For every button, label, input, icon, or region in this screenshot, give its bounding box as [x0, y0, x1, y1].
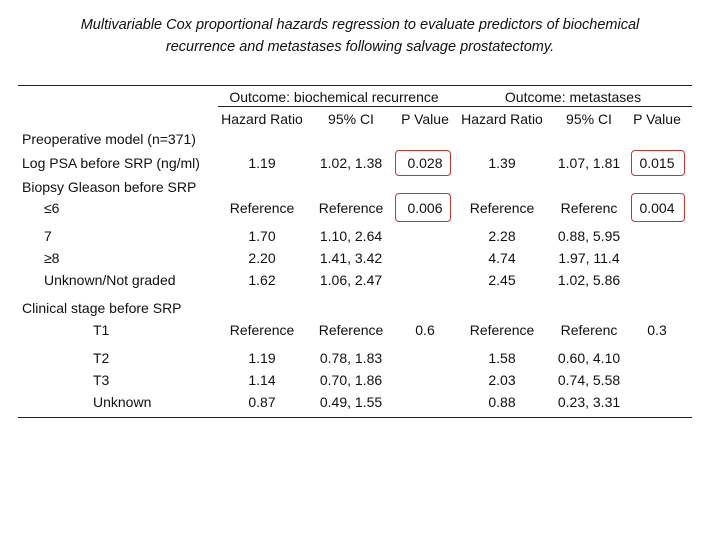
- row-t1-met-p: 0.3: [647, 322, 667, 338]
- row-tunk-bcr-hr: 0.87: [248, 394, 276, 410]
- row-gunk-bcr-ci: 1.06, 2.47: [319, 272, 383, 288]
- row-g6-bcr-hr: Reference: [229, 200, 295, 216]
- title-line-1: Multivariable Cox proportional hazards regression to evaluate predictors of biochemical: [80, 17, 640, 33]
- row-g7-label: 7: [44, 228, 52, 244]
- row-t3-bcr-hr: 1.14: [248, 372, 276, 388]
- row-t2-bcr-hr: 1.19: [248, 350, 276, 366]
- row-tunk-bcr-ci: 0.49, 1.55: [319, 394, 383, 410]
- col-bcr-p: P Value: [401, 111, 449, 127]
- header-outcome-met: Outcome: metastases: [504, 89, 642, 105]
- highlight-box-met-p-gleason: [631, 193, 685, 222]
- row-t2-label: T2: [93, 350, 110, 366]
- row-g6-bcr-ci: Reference: [318, 200, 384, 216]
- row-logpsa-met-hr: 1.39: [488, 155, 516, 171]
- row-g6-bcr-p: 0.006: [407, 200, 443, 216]
- highlight-box-bcr-p-gleason: [395, 193, 451, 222]
- table-title: [40, 14, 680, 58]
- row-gunk-label: Unknown/Not graded: [44, 272, 176, 288]
- highlight-box-bcr-p-logpsa: [395, 150, 451, 176]
- row-tunk-met-hr: 0.88: [488, 394, 516, 410]
- row-g8-label: ≥8: [44, 250, 60, 266]
- row-t3-met-hr: 2.03: [488, 372, 516, 388]
- col-met-p: P Value: [633, 111, 681, 127]
- row-gunk-bcr-hr: 1.62: [248, 272, 276, 288]
- row-t1-bcr-p: 0.6: [415, 322, 435, 338]
- row-logpsa-met-ci: 1.07, 1.81: [557, 155, 621, 171]
- row-t3-bcr-ci: 0.70, 1.86: [319, 372, 383, 388]
- header-outcome-bcr: Outcome: biochemical recurrence: [229, 89, 439, 105]
- row-gunk-met-hr: 2.45: [488, 272, 516, 288]
- row-gunk-met-ci: 1.02, 5.86: [557, 272, 621, 288]
- col-bcr-hr: Hazard Ratio: [221, 111, 303, 127]
- highlight-box-met-p-logpsa: [631, 150, 685, 176]
- row-t3-label: T3: [93, 372, 110, 388]
- row-logpsa-met-p: 0.015: [639, 155, 675, 171]
- row-tunk-met-ci: 0.23, 3.31: [557, 394, 621, 410]
- row-t1-bcr-hr: Reference: [229, 322, 295, 338]
- row-logpsa-label: Log PSA before SRP (ng/ml): [22, 155, 200, 171]
- title-line-2: recurrence and metastases following salvage prostatectomy.: [165, 39, 555, 55]
- row-g8-met-hr: 4.74: [488, 250, 516, 266]
- row-logpsa-bcr-hr: 1.19: [248, 155, 276, 171]
- row-model-label: Preoperative model (n=371): [22, 131, 196, 147]
- row-g7-bcr-hr: 1.70: [248, 228, 276, 244]
- row-g6-met-p: 0.004: [639, 200, 675, 216]
- row-g7-bcr-ci: 1.10, 2.64: [319, 228, 383, 244]
- top-rule: [18, 85, 692, 86]
- row-t3-met-ci: 0.74, 5.58: [557, 372, 621, 388]
- row-gleason-label: Biopsy Gleason before SRP: [22, 179, 197, 195]
- bottom-rule: [18, 417, 692, 418]
- col-met-ci: 95% CI: [566, 111, 612, 127]
- row-logpsa-bcr-ci: 1.02, 1.38: [319, 155, 383, 171]
- row-g7-met-hr: 2.28: [488, 228, 516, 244]
- row-g8-bcr-hr: 2.20: [248, 250, 276, 266]
- row-t1-label: T1: [93, 322, 110, 338]
- row-g8-bcr-ci: 1.41, 3.42: [319, 250, 383, 266]
- row-g8-met-ci: 1.97, 11.4: [558, 250, 620, 266]
- row-g6-met-ci: Referenc: [560, 200, 618, 216]
- col-met-hr: Hazard Ratio: [461, 111, 543, 127]
- row-t2-bcr-ci: 0.78, 1.83: [319, 350, 383, 366]
- row-g7-met-ci: 0.88, 5.95: [557, 228, 621, 244]
- row-t1-met-hr: Reference: [469, 322, 535, 338]
- header-rule: [218, 106, 692, 107]
- row-t1-met-ci: Referenc: [560, 322, 618, 338]
- row-t1-bcr-ci: Reference: [318, 322, 384, 338]
- row-g6-met-hr: Reference: [469, 200, 535, 216]
- row-logpsa-bcr-p: 0.028: [407, 155, 443, 171]
- row-g6-label: ≤6: [44, 200, 60, 216]
- col-bcr-ci: 95% CI: [328, 111, 374, 127]
- row-t2-met-hr: 1.58: [488, 350, 516, 366]
- row-tunk-label: Unknown: [93, 394, 152, 410]
- row-t2-met-ci: 0.60, 4.10: [557, 350, 621, 366]
- row-stage-label: Clinical stage before SRP: [22, 300, 182, 316]
